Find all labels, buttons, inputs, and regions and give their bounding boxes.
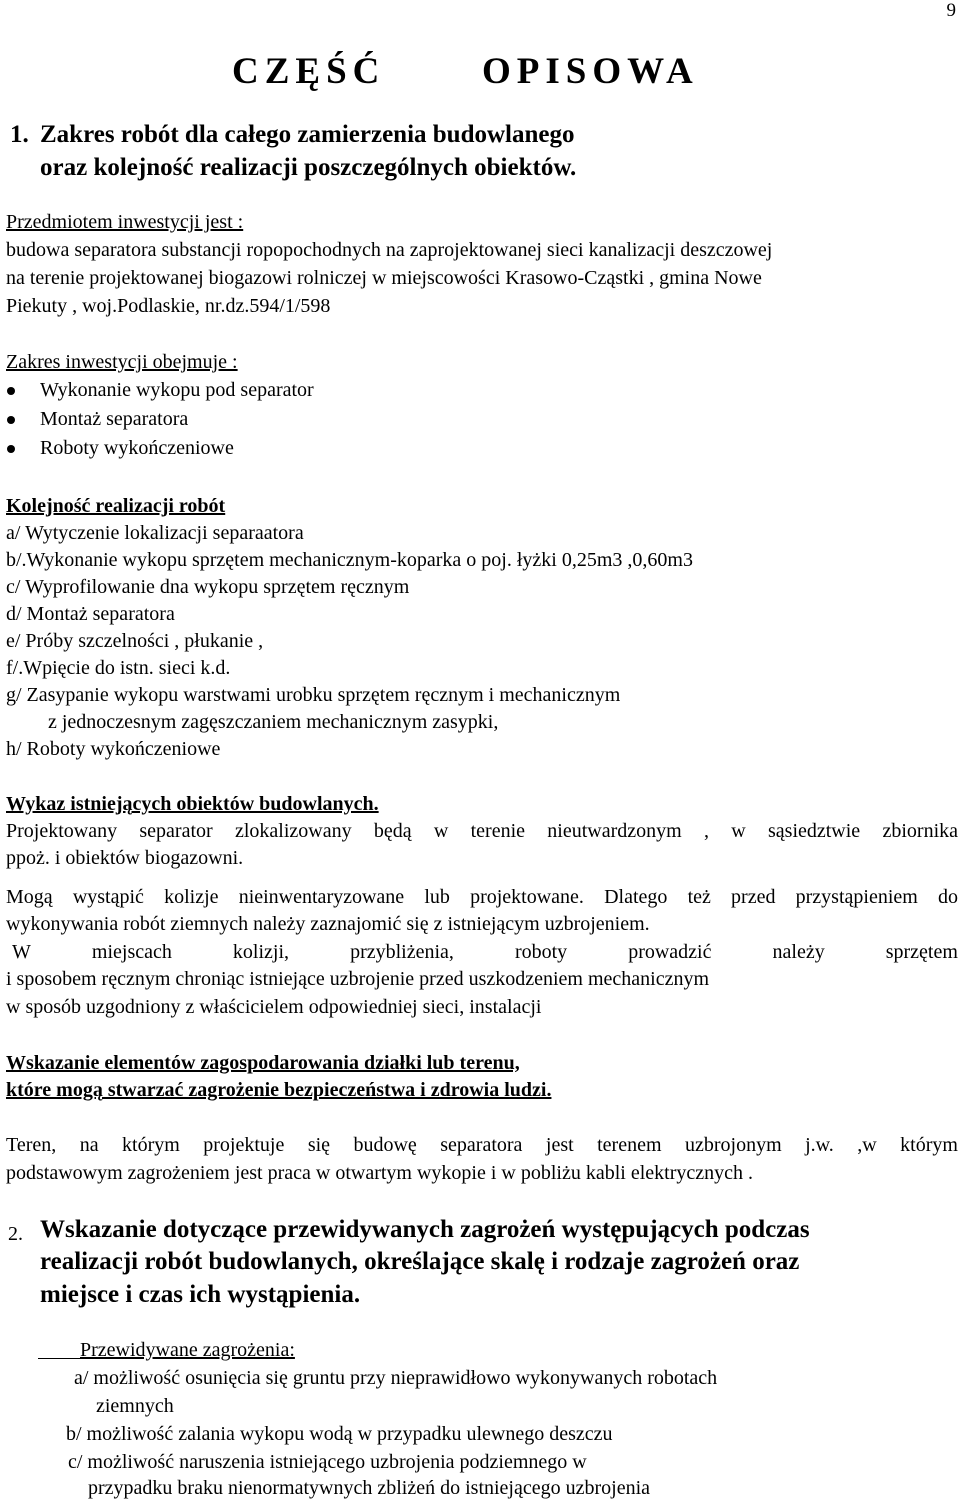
order-heading: Kolejność realizacji robót [6,495,226,517]
title-right: OPISOWA [482,51,699,92]
threat-item: a/ możliwość osunięcia się gruntu przy nieprawidłowo wykonywanych robotach [74,1367,718,1389]
scope-heading: Zakres inwestycji obejmuje : [6,351,238,373]
word: j.w. [805,1134,834,1156]
word: należy [772,941,825,963]
word: uzbrojonym [684,1134,782,1156]
hazard-line-justified [6,1133,958,1157]
page-number: 9 [946,0,956,21]
word: na [79,1134,99,1156]
section1-number: 1. [10,121,29,148]
word: W [12,941,31,963]
word: się [307,1134,331,1156]
word: przybliżenia, [350,941,454,963]
word: miejscach [91,941,172,963]
subject-line: Piekuty , woj.Podlaskie, nr.dz.594/1/598 [6,295,331,317]
section1-line1: Zakres robót dla całego zamierzenia budowlanego [40,121,575,148]
order-item: c/ Wyprofilowanie dna wykopu sprzętem ręcznym [6,576,410,598]
word: projektuje [203,1134,285,1156]
threat-item: b/ możliwość zalania wykopu wodą w przypadku ulewnego deszczu [66,1423,613,1445]
word: ,w [857,1134,877,1156]
section2-line2: realizacji robót budowlanych, określające skalę i rodzaje zagrożeń oraz [40,1248,800,1275]
order-item: d/ Montaż separatora [6,603,175,625]
word: którym [900,1134,958,1156]
order-item: e/ Próby szczelności , płukanie , [6,630,264,652]
existing-line: w sposób uzgodniony z właścicielem odpowiedniej sieci, instalacji [6,996,542,1018]
scope-item: Montaż separatora [40,408,189,430]
existing-heading: Wykaz istniejących obiektów budowlanych. [6,793,379,815]
subject-line: na terenie projektowanej biogazowi rolniczej w miejscowości Krasowo-Cząstki , gmina Nowe [6,267,762,289]
order-item: h/ Roboty wykończeniowe [6,738,221,760]
order-item: g/ Zasypanie wykopu warstwami urobku sprzętem ręcznym i mechanicznym [6,684,621,706]
word: Teren, [6,1134,57,1156]
word: separatora [440,1134,523,1156]
subject-line: budowa separatora substancji ropopochodnych na zaprojektowanej sieci kanalizacji deszczowej [6,239,773,261]
section2-number: 2. [8,1223,23,1245]
existing-line: ppoż. i obiektów biogazowni. [6,847,244,869]
section1-line2: oraz kolejność realizacji poszczególnych obiektów. [40,154,577,181]
word: kolizji, [232,941,290,963]
threat-item: przypadku braku nienormatywnych zbliżeń do istniejącego uzbrojenia [88,1477,651,1499]
bullet-icon [7,416,15,424]
section2-line3: miejsce i czas ich wystąpienia. [40,1281,361,1308]
word: prowadzić [628,941,712,963]
word: którym [122,1134,180,1156]
existing-line: Projektowany separator zlokalizowany będą w terenie nieutwardzonym , w sąsiedztwie zbiornika [6,820,958,842]
scope-item: Wykonanie wykopu pod separator [40,379,314,401]
bullet-icon [7,387,15,395]
word: jest [545,1134,574,1156]
title-left: CZĘŚĆ [232,51,386,92]
hazard-line: podstawowym zagrożeniem jest praca w otwartym wykopie i w pobliżu kabli elektrycznych . [6,1162,753,1184]
existing-line: wykonywania robót ziemnych należy zaznajomić się z istniejącym uzbrojeniem. [6,913,650,935]
threat-item: c/ możliwość naruszenia istniejącego uzbrojenia podziemnego w [68,1451,587,1473]
section2-line1: Wskazanie dotyczące przewidywanych zagrożeń występujących podczas [40,1216,810,1243]
existing-line-justified [12,940,958,964]
existing-line: i sposobem ręcznym chroniąc istniejące uzbrojenie przed uszkodzeniem mechanicznym [6,968,710,990]
order-item: z jednoczesnym zagęszczaniem mechanicznym zasypki, [48,711,499,733]
word: sprzętem [885,941,958,963]
hazard-heading: Wskazanie elementów zagospodarowania działki lub terenu, [6,1052,520,1074]
word: roboty [514,941,568,963]
scope-item: Roboty wykończeniowe [40,437,234,459]
underline-rule [38,1358,80,1359]
word: budowę [353,1134,417,1156]
bullet-icon [7,445,15,453]
order-item: a/ Wytyczenie lokalizacji separaatora [6,522,304,544]
order-item: b/.Wykonanie wykopu sprzętem mechanicznym-koparka o poj. łyżki 0,25m3 ,0,60m3 [6,549,693,571]
word: terenem [597,1134,662,1156]
threat-item: ziemnych [96,1395,174,1417]
threats-heading: Przewidywane zagrożenia: [80,1339,295,1361]
existing-line: Mogą wystąpić kolizje nieinwentaryzowane lub projektowane. Dlatego też przed przystąpieniem do [6,886,958,908]
order-item: f/.Wpięcie do istn. sieci k.d. [6,657,231,679]
hazard-heading: które mogą stwarzać zagrożenie bezpieczeństwa i zdrowia ludzi. [6,1079,552,1101]
subject-heading: Przedmiotem inwestycji jest : [6,211,244,233]
